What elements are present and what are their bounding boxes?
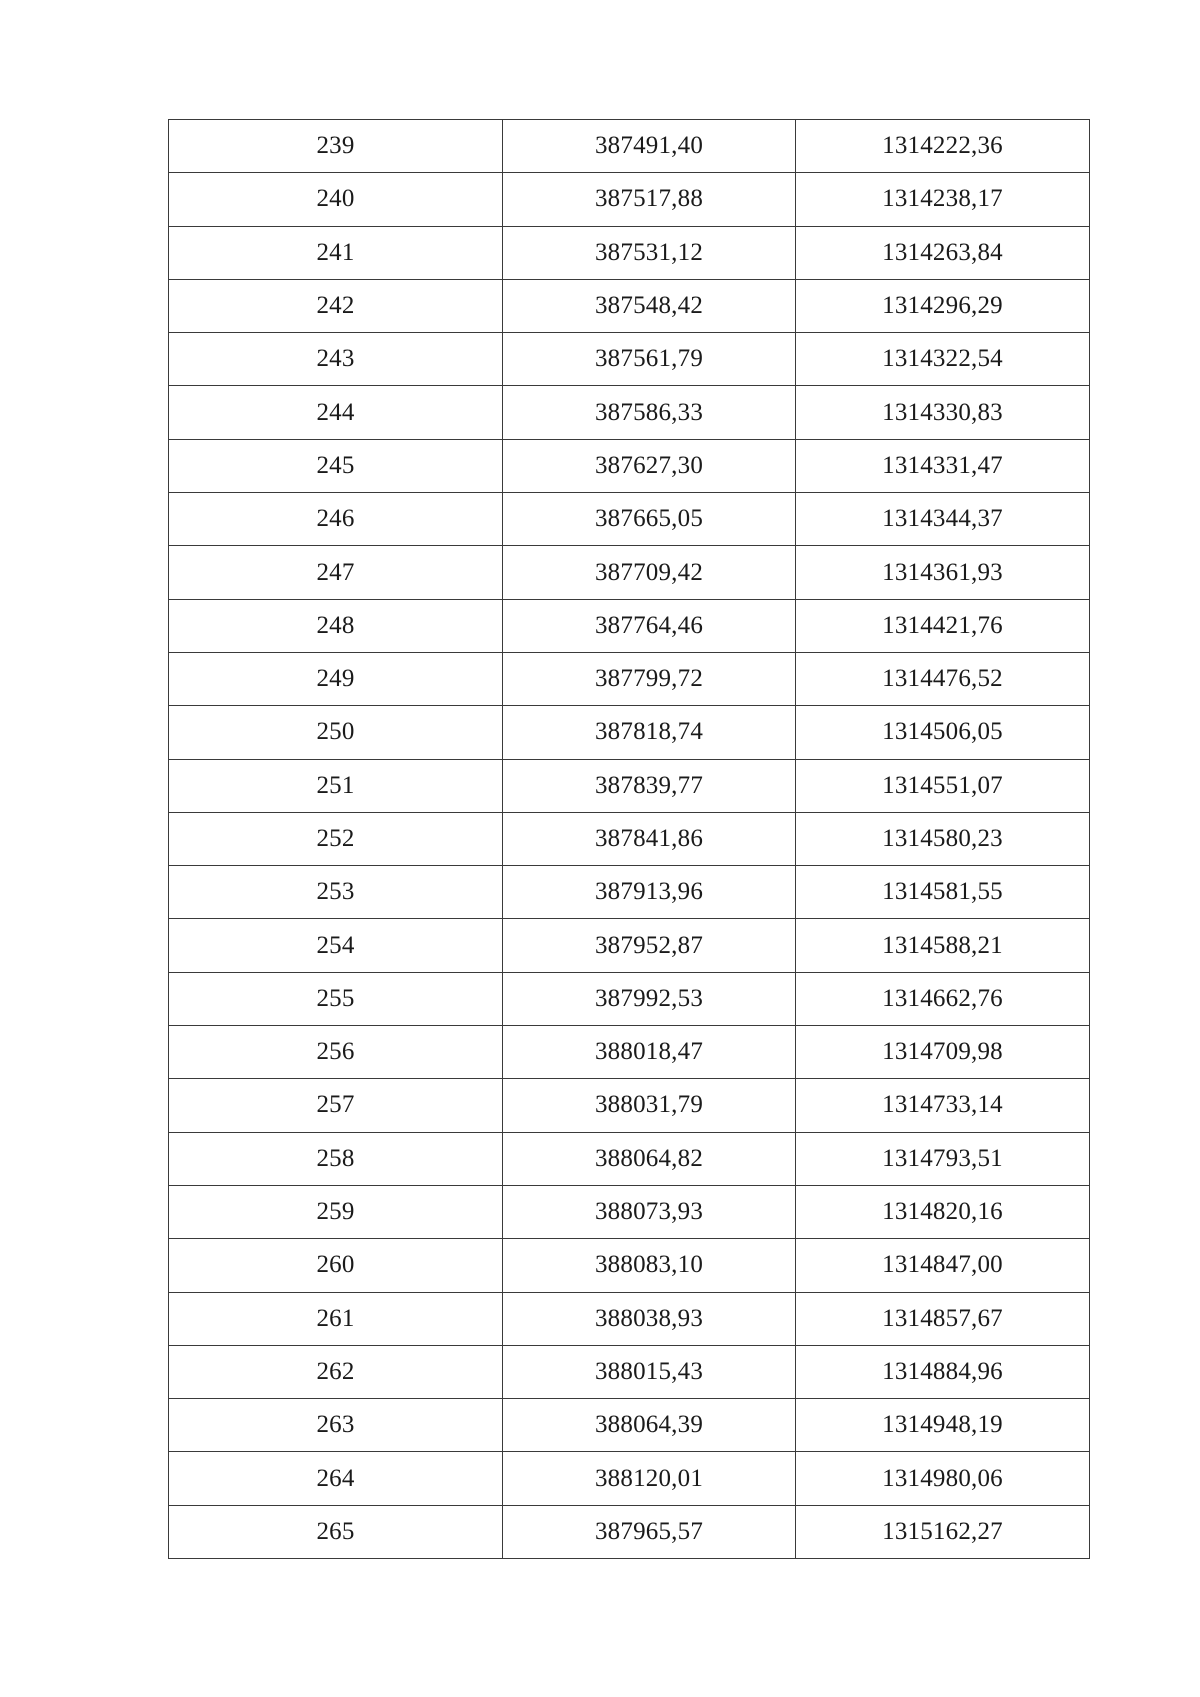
table-row xyxy=(169,120,1090,173)
point-number-cell: 245 xyxy=(169,439,503,492)
x-coordinate-cell: 388018,47 xyxy=(503,1026,796,1079)
point-number-cell: 240 xyxy=(169,173,503,226)
table-row xyxy=(169,333,1090,386)
x-coordinate-cell: 387665,05 xyxy=(503,493,796,546)
y-coordinate-cell: 1314588,21 xyxy=(796,919,1090,972)
table-row xyxy=(169,439,1090,492)
y-coordinate-cell: 1314238,17 xyxy=(796,173,1090,226)
x-coordinate-cell: 387586,33 xyxy=(503,386,796,439)
table-row xyxy=(169,759,1090,812)
y-coordinate-cell: 1314322,54 xyxy=(796,333,1090,386)
table-row xyxy=(169,652,1090,705)
point-number-cell: 244 xyxy=(169,386,503,439)
table-row xyxy=(169,1452,1090,1505)
point-number-cell: 257 xyxy=(169,1079,503,1132)
y-coordinate-cell: 1314847,00 xyxy=(796,1239,1090,1292)
x-coordinate-cell: 387952,87 xyxy=(503,919,796,972)
table-row xyxy=(169,1185,1090,1238)
x-coordinate-cell: 387799,72 xyxy=(503,652,796,705)
table-row xyxy=(169,1026,1090,1079)
table-row xyxy=(169,226,1090,279)
coordinates-table xyxy=(168,119,1090,1559)
y-coordinate-cell: 1314361,93 xyxy=(796,546,1090,599)
point-number-cell: 247 xyxy=(169,546,503,599)
table-row xyxy=(169,866,1090,919)
table-row xyxy=(169,706,1090,759)
point-number-cell: 248 xyxy=(169,599,503,652)
y-coordinate-cell: 1314330,83 xyxy=(796,386,1090,439)
table-row xyxy=(169,493,1090,546)
point-number-cell: 252 xyxy=(169,812,503,865)
point-number-cell: 243 xyxy=(169,333,503,386)
y-coordinate-cell: 1314580,23 xyxy=(796,812,1090,865)
x-coordinate-cell: 387818,74 xyxy=(503,706,796,759)
x-coordinate-cell: 387627,30 xyxy=(503,439,796,492)
y-coordinate-cell: 1314733,14 xyxy=(796,1079,1090,1132)
point-number-cell: 253 xyxy=(169,866,503,919)
table-row xyxy=(169,1292,1090,1345)
x-coordinate-cell: 388064,82 xyxy=(503,1132,796,1185)
y-coordinate-cell: 1314331,47 xyxy=(796,439,1090,492)
point-number-cell: 242 xyxy=(169,279,503,332)
table-row xyxy=(169,173,1090,226)
y-coordinate-cell: 1314222,36 xyxy=(796,120,1090,173)
x-coordinate-cell: 388064,39 xyxy=(503,1399,796,1452)
table-row xyxy=(169,1239,1090,1292)
table-row xyxy=(169,972,1090,1025)
x-coordinate-cell: 388073,93 xyxy=(503,1185,796,1238)
x-coordinate-cell: 387841,86 xyxy=(503,812,796,865)
x-coordinate-cell: 387517,88 xyxy=(503,173,796,226)
y-coordinate-cell: 1314662,76 xyxy=(796,972,1090,1025)
point-number-cell: 264 xyxy=(169,1452,503,1505)
point-number-cell: 241 xyxy=(169,226,503,279)
point-number-cell: 254 xyxy=(169,919,503,972)
y-coordinate-cell: 1314980,06 xyxy=(796,1452,1090,1505)
y-coordinate-cell: 1314820,16 xyxy=(796,1185,1090,1238)
y-coordinate-cell: 1314506,05 xyxy=(796,706,1090,759)
point-number-cell: 262 xyxy=(169,1345,503,1398)
table-row xyxy=(169,279,1090,332)
point-number-cell: 258 xyxy=(169,1132,503,1185)
point-number-cell: 265 xyxy=(169,1505,503,1558)
x-coordinate-cell: 387709,42 xyxy=(503,546,796,599)
x-coordinate-cell: 387561,79 xyxy=(503,333,796,386)
x-coordinate-cell: 387491,40 xyxy=(503,120,796,173)
x-coordinate-cell: 387913,96 xyxy=(503,866,796,919)
y-coordinate-cell: 1314581,55 xyxy=(796,866,1090,919)
y-coordinate-cell: 1314476,52 xyxy=(796,652,1090,705)
y-coordinate-cell: 1314263,84 xyxy=(796,226,1090,279)
point-number-cell: 263 xyxy=(169,1399,503,1452)
point-number-cell: 239 xyxy=(169,120,503,173)
table-row xyxy=(169,546,1090,599)
y-coordinate-cell: 1314709,98 xyxy=(796,1026,1090,1079)
x-coordinate-cell: 387965,57 xyxy=(503,1505,796,1558)
y-coordinate-cell: 1314884,96 xyxy=(796,1345,1090,1398)
coordinates-table-body xyxy=(169,120,1090,1559)
table-row xyxy=(169,599,1090,652)
x-coordinate-cell: 387992,53 xyxy=(503,972,796,1025)
table-row xyxy=(169,812,1090,865)
table-row xyxy=(169,919,1090,972)
y-coordinate-cell: 1314344,37 xyxy=(796,493,1090,546)
x-coordinate-cell: 387548,42 xyxy=(503,279,796,332)
y-coordinate-cell: 1315162,27 xyxy=(796,1505,1090,1558)
x-coordinate-cell: 387531,12 xyxy=(503,226,796,279)
point-number-cell: 249 xyxy=(169,652,503,705)
y-coordinate-cell: 1314948,19 xyxy=(796,1399,1090,1452)
point-number-cell: 250 xyxy=(169,706,503,759)
y-coordinate-cell: 1314857,67 xyxy=(796,1292,1090,1345)
x-coordinate-cell: 388015,43 xyxy=(503,1345,796,1398)
table-row xyxy=(169,1132,1090,1185)
point-number-cell: 256 xyxy=(169,1026,503,1079)
point-number-cell: 261 xyxy=(169,1292,503,1345)
y-coordinate-cell: 1314421,76 xyxy=(796,599,1090,652)
table-row xyxy=(169,1399,1090,1452)
x-coordinate-cell: 387839,77 xyxy=(503,759,796,812)
x-coordinate-cell: 388031,79 xyxy=(503,1079,796,1132)
point-number-cell: 251 xyxy=(169,759,503,812)
point-number-cell: 260 xyxy=(169,1239,503,1292)
x-coordinate-cell: 387764,46 xyxy=(503,599,796,652)
point-number-cell: 259 xyxy=(169,1185,503,1238)
table-row xyxy=(169,1345,1090,1398)
x-coordinate-cell: 388120,01 xyxy=(503,1452,796,1505)
table-row xyxy=(169,1079,1090,1132)
y-coordinate-cell: 1314296,29 xyxy=(796,279,1090,332)
x-coordinate-cell: 388038,93 xyxy=(503,1292,796,1345)
table-row xyxy=(169,1505,1090,1558)
x-coordinate-cell: 388083,10 xyxy=(503,1239,796,1292)
y-coordinate-cell: 1314551,07 xyxy=(796,759,1090,812)
table-row xyxy=(169,386,1090,439)
y-coordinate-cell: 1314793,51 xyxy=(796,1132,1090,1185)
point-number-cell: 246 xyxy=(169,493,503,546)
point-number-cell: 255 xyxy=(169,972,503,1025)
